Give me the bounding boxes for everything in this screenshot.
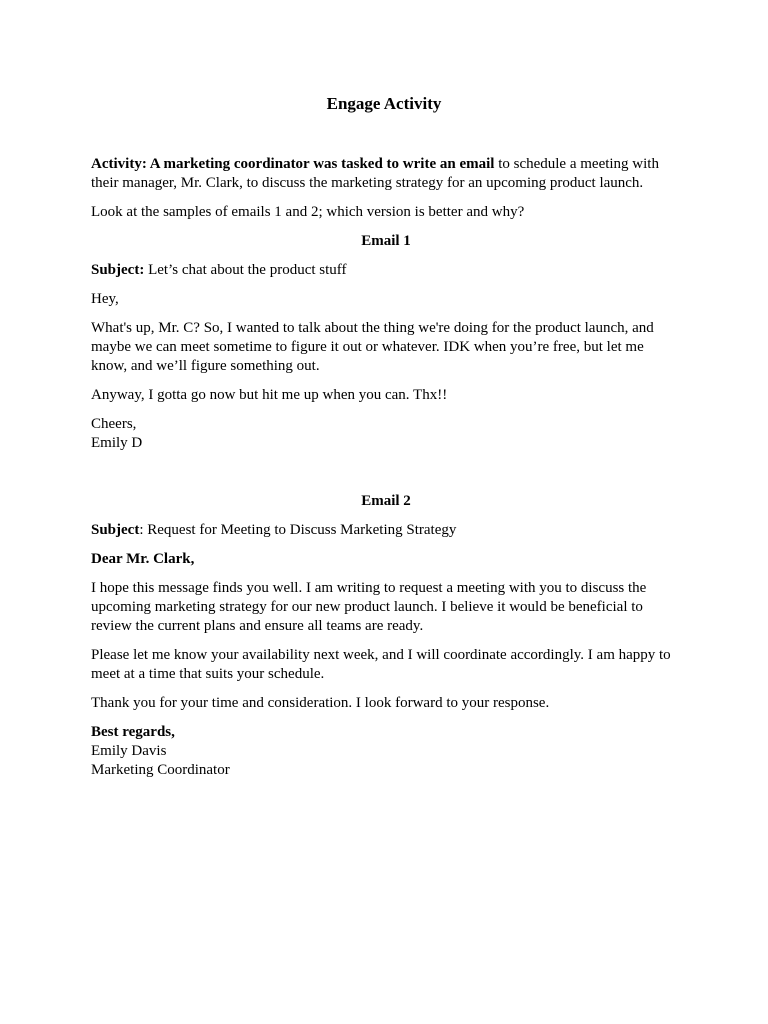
activity-rest-text: to schedule a meeting with their manager, Mr. Clark, to discuss the marketing strategy for an upcoming product launch. [91, 156, 659, 191]
email2-paragraph-2: Please let me know your availability next week, and I will coordinate accordingly. I am happy to meet at a time that suits your schedule. [91, 647, 671, 682]
email1-closing-block [91, 415, 681, 453]
email2-paragraph-3: Thank you for your time and consideration. I look forward to your response. [91, 695, 550, 711]
email2-subject-label: Subject [91, 522, 140, 538]
email1-subject-text: Let’s chat about the product stuff [144, 262, 347, 278]
spacer [91, 463, 681, 492]
email2-heading: Email 2 [361, 493, 411, 509]
email1-paragraph-2: Anyway, I gotta go now but hit me up when you can. Thx!! [91, 387, 448, 403]
email1-heading: Email 1 [361, 233, 411, 249]
email2-signature-name: Emily Davis [91, 743, 167, 759]
email2-closing-block [91, 723, 681, 780]
activity-bold-text: Activity: A marketing coordinator was tasked to write an email [91, 156, 495, 172]
email2-subject-text: : Request for Meeting to Discuss Marketing Strategy [139, 522, 457, 538]
email1-subject [91, 261, 681, 280]
activity-paragraph [91, 155, 681, 193]
email1-paragraph-1: What's up, Mr. C? So, I wanted to talk about the thing we're doing for the product launch, and maybe we can meet sometime to figure it out or whatever. IDK when you’re free, but let me know, and we’ll figure something out. [91, 320, 654, 374]
email1-greeting: Hey, [91, 291, 119, 307]
email2-subject [91, 521, 681, 540]
email2-greeting: Dear Mr. Clark, [91, 551, 195, 567]
email2-signature-title: Marketing Coordinator [91, 762, 230, 778]
question-paragraph: Look at the samples of emails 1 and 2; which version is better and why? [91, 204, 525, 220]
email2-closing: Best regards, [91, 724, 175, 740]
email1-subject-label: Subject: [91, 262, 145, 278]
page-title: Engage Activity [326, 94, 442, 113]
document-body [91, 155, 681, 790]
email1-closing: Cheers, [91, 416, 137, 432]
email1-signature: Emily D [91, 435, 143, 451]
email2-paragraph-1: I hope this message finds you well. I am writing to request a meeting with you to discuss the upcoming marketing strategy for our new product launch. I believe it would be beneficial to review the current plans and ensure all teams are ready. [91, 580, 647, 634]
